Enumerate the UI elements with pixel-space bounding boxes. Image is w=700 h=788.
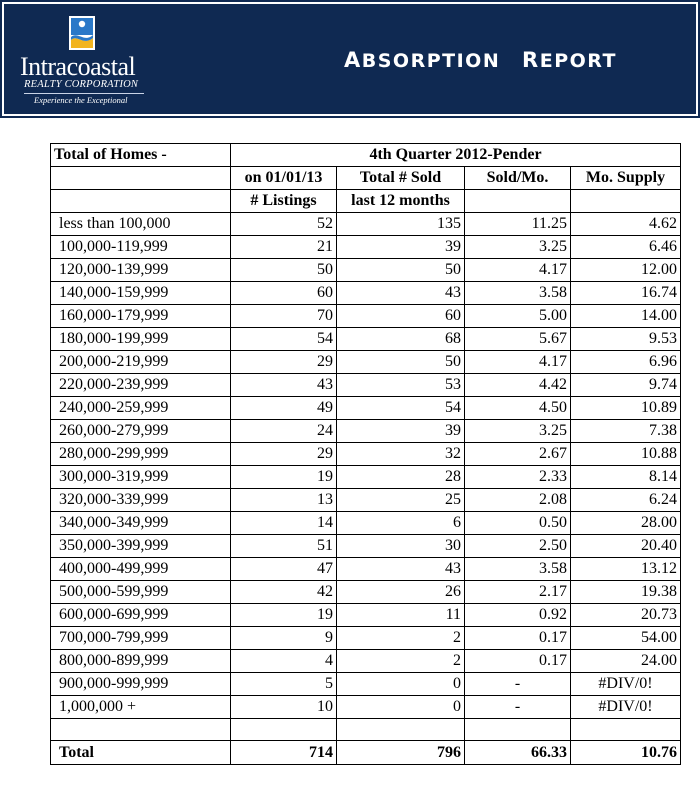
month-supply-cell: 14.00 (571, 305, 681, 328)
sold-cell: 50 (337, 259, 465, 282)
blank-cell (231, 719, 337, 741)
price-range-cell: 260,000-279,999 (51, 420, 231, 443)
table-row (51, 535, 681, 558)
month-supply-cell: 20.40 (571, 535, 681, 558)
table-row (51, 259, 681, 282)
price-range-cell: 240,000-259,999 (51, 397, 231, 420)
listings-cell: 21 (231, 236, 337, 259)
listings-cell: 13 (231, 489, 337, 512)
table-row (51, 236, 681, 259)
table-row (51, 420, 681, 443)
table-row (51, 604, 681, 627)
month-supply-cell: 9.53 (571, 328, 681, 351)
price-range-cell: 280,000-299,999 (51, 443, 231, 466)
sold-cell: 60 (337, 305, 465, 328)
header-cell: last 12 months (337, 190, 465, 213)
sold-per-month-cell: 2.67 (465, 443, 571, 466)
table-header-row (51, 190, 681, 213)
price-range-cell: 900,000-999,999 (51, 673, 231, 696)
table-header-row (51, 167, 681, 190)
sold-per-month-cell: 4.50 (465, 397, 571, 420)
listings-cell: 54 (231, 328, 337, 351)
table-row (51, 558, 681, 581)
price-range-cell: 600,000-699,999 (51, 604, 231, 627)
sold-cell: 0 (337, 696, 465, 719)
table-row (51, 328, 681, 351)
header-cell: Mo. Supply (571, 167, 681, 190)
header-cell (465, 190, 571, 213)
sold-cell: 53 (337, 374, 465, 397)
table-row (51, 351, 681, 374)
listings-cell: 42 (231, 581, 337, 604)
sold-per-month-cell: 2.50 (465, 535, 571, 558)
table-header-row (51, 144, 681, 167)
listings-cell: 29 (231, 443, 337, 466)
header-cell: Sold/Mo. (465, 167, 571, 190)
month-supply-cell: 6.24 (571, 489, 681, 512)
period-header: 4th Quarter 2012-Pender (231, 144, 681, 167)
total-month-supply: 10.76 (571, 741, 681, 765)
sold-per-month-cell: 0.50 (465, 512, 571, 535)
price-range-cell: 320,000-339,999 (51, 489, 231, 512)
month-supply-cell: 4.62 (571, 213, 681, 236)
listings-cell: 51 (231, 535, 337, 558)
listings-cell: 49 (231, 397, 337, 420)
listings-cell: 19 (231, 466, 337, 489)
brand-subtitle: REALTY CORPORATION (24, 79, 139, 90)
sold-cell: 39 (337, 236, 465, 259)
sold-per-month-cell: 0.17 (465, 627, 571, 650)
price-range-cell: 350,000-399,999 (51, 535, 231, 558)
sold-per-month-cell: 11.25 (465, 213, 571, 236)
listings-cell: 70 (231, 305, 337, 328)
listings-cell: 24 (231, 420, 337, 443)
sold-per-month-cell: 3.25 (465, 236, 571, 259)
sold-per-month-cell: 3.25 (465, 420, 571, 443)
price-range-cell: 220,000-239,999 (51, 374, 231, 397)
blank-cell (51, 719, 231, 741)
month-supply-cell: 20.73 (571, 604, 681, 627)
sold-per-month-cell: - (465, 696, 571, 719)
listings-cell: 60 (231, 282, 337, 305)
sold-per-month-cell: 3.58 (465, 282, 571, 305)
price-range-cell: less than 100,000 (51, 213, 231, 236)
month-supply-cell: 54.00 (571, 627, 681, 650)
sold-per-month-cell: 0.92 (465, 604, 571, 627)
listings-cell: 43 (231, 374, 337, 397)
price-range-cell: 100,000-119,999 (51, 236, 231, 259)
blank-row (51, 719, 681, 741)
blank-cell (465, 719, 571, 741)
price-range-cell: 700,000-799,999 (51, 627, 231, 650)
month-supply-cell: 6.46 (571, 236, 681, 259)
sold-cell: 43 (337, 282, 465, 305)
month-supply-cell: 16.74 (571, 282, 681, 305)
table-row (51, 673, 681, 696)
sold-per-month-cell: 4.42 (465, 374, 571, 397)
sold-cell: 6 (337, 512, 465, 535)
header-cell (51, 190, 231, 213)
month-supply-cell: 9.74 (571, 374, 681, 397)
price-range-cell: 400,000-499,999 (51, 558, 231, 581)
total-label: Total (51, 741, 231, 765)
sold-cell: 32 (337, 443, 465, 466)
total-row (51, 741, 681, 765)
report-title-word: report (522, 40, 618, 75)
report-title-word: absorption (344, 40, 501, 75)
table-row (51, 397, 681, 420)
header-cell: # Listings (231, 190, 337, 213)
sold-cell: 2 (337, 627, 465, 650)
table-row (51, 696, 681, 719)
month-supply-cell: 7.38 (571, 420, 681, 443)
price-range-cell: 500,000-599,999 (51, 581, 231, 604)
blank-cell (571, 719, 681, 741)
brand-name: Intracoastal (20, 52, 136, 81)
sold-per-month-cell: 3.58 (465, 558, 571, 581)
table-row (51, 489, 681, 512)
sold-cell: 26 (337, 581, 465, 604)
sold-per-month-cell: 0.17 (465, 650, 571, 673)
top-left-header: Total of Homes - (51, 144, 231, 167)
sold-cell: 50 (337, 351, 465, 374)
sold-cell: 30 (337, 535, 465, 558)
header-cell (571, 190, 681, 213)
listings-cell: 9 (231, 627, 337, 650)
table-row (51, 627, 681, 650)
listings-cell: 4 (231, 650, 337, 673)
price-range-cell: 160,000-179,999 (51, 305, 231, 328)
month-supply-cell: 28.00 (571, 512, 681, 535)
logo-divider (24, 93, 144, 94)
listings-cell: 50 (231, 259, 337, 282)
total-sold: 796 (337, 741, 465, 765)
table-row (51, 374, 681, 397)
company-logo (20, 16, 160, 108)
absorption-table (50, 143, 681, 765)
sold-cell: 54 (337, 397, 465, 420)
month-supply-cell: 8.14 (571, 466, 681, 489)
listings-cell: 5 (231, 673, 337, 696)
sold-cell: 135 (337, 213, 465, 236)
month-supply-cell: 24.00 (571, 650, 681, 673)
report-title (344, 40, 617, 75)
sold-per-month-cell: 2.08 (465, 489, 571, 512)
table-row (51, 466, 681, 489)
month-supply-cell: #DIV/0! (571, 696, 681, 719)
logo-icon (69, 16, 95, 50)
month-supply-cell: 10.89 (571, 397, 681, 420)
header-cell: on 01/01/13 (231, 167, 337, 190)
header-cell: Total # Sold (337, 167, 465, 190)
price-range-cell: 200,000-219,999 (51, 351, 231, 374)
table-row (51, 213, 681, 236)
price-range-cell: 300,000-319,999 (51, 466, 231, 489)
listings-cell: 47 (231, 558, 337, 581)
sold-cell: 28 (337, 466, 465, 489)
report-header-banner (2, 2, 698, 116)
month-supply-cell: #DIV/0! (571, 673, 681, 696)
sold-cell: 0 (337, 673, 465, 696)
listings-cell: 19 (231, 604, 337, 627)
table-row (51, 305, 681, 328)
sold-per-month-cell: - (465, 673, 571, 696)
month-supply-cell: 19.38 (571, 581, 681, 604)
table-row (51, 650, 681, 673)
price-range-cell: 140,000-159,999 (51, 282, 231, 305)
sold-cell: 11 (337, 604, 465, 627)
sold-cell: 68 (337, 328, 465, 351)
brand-tagline: Experience the Exceptional (34, 95, 128, 105)
sold-per-month-cell: 4.17 (465, 259, 571, 282)
sold-cell: 39 (337, 420, 465, 443)
price-range-cell: 120,000-139,999 (51, 259, 231, 282)
listings-cell: 14 (231, 512, 337, 535)
listings-cell: 52 (231, 213, 337, 236)
table-row (51, 512, 681, 535)
month-supply-cell: 13.12 (571, 558, 681, 581)
price-range-cell: 340,000-349,999 (51, 512, 231, 535)
total-sold-per-month: 66.33 (465, 741, 571, 765)
month-supply-cell: 6.96 (571, 351, 681, 374)
listings-cell: 29 (231, 351, 337, 374)
price-range-cell: 800,000-899,999 (51, 650, 231, 673)
sold-per-month-cell: 5.67 (465, 328, 571, 351)
table-row (51, 443, 681, 466)
sold-per-month-cell: 2.33 (465, 466, 571, 489)
table-row (51, 581, 681, 604)
sold-per-month-cell: 4.17 (465, 351, 571, 374)
month-supply-cell: 10.88 (571, 443, 681, 466)
listings-cell: 10 (231, 696, 337, 719)
price-range-cell: 180,000-199,999 (51, 328, 231, 351)
sold-cell: 43 (337, 558, 465, 581)
price-range-cell: 1,000,000 + (51, 696, 231, 719)
blank-cell (337, 719, 465, 741)
table-row (51, 282, 681, 305)
total-listings: 714 (231, 741, 337, 765)
sold-cell: 2 (337, 650, 465, 673)
sold-per-month-cell: 5.00 (465, 305, 571, 328)
sold-per-month-cell: 2.17 (465, 581, 571, 604)
header-cell (51, 167, 231, 190)
sold-cell: 25 (337, 489, 465, 512)
month-supply-cell: 12.00 (571, 259, 681, 282)
